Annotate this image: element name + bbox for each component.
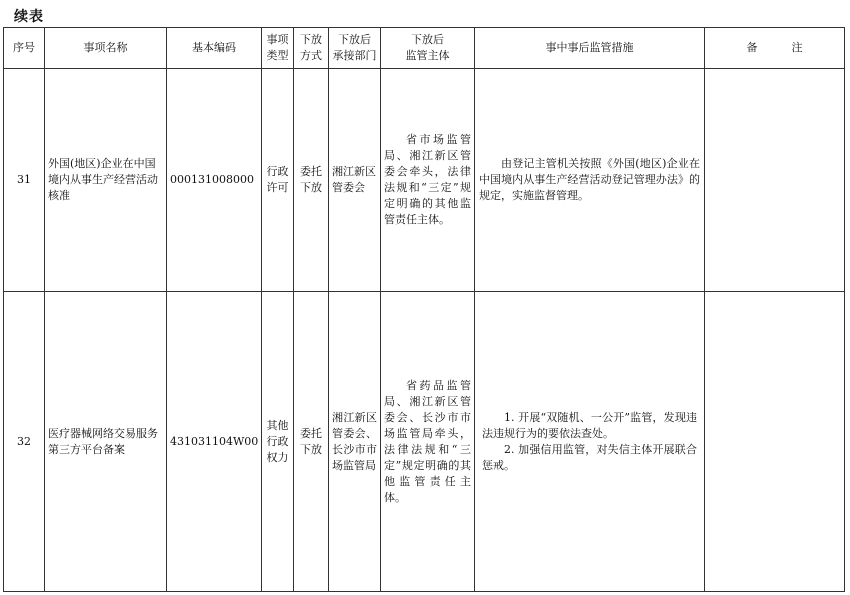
cell-name: 外国(地区)企业在中国境内从事生产经营活动核准 <box>45 69 167 292</box>
cell-subject: 省药品监管局、湘江新区管委会、长沙市市场监管局牵头，法律法规和“三定”规定明确的其他监管责任主体。 <box>381 292 475 592</box>
header-dept: 下放后 承接部门 <box>329 28 381 69</box>
header-name: 事项名称 <box>45 28 167 69</box>
cell-dept: 湘江新区管委会 <box>329 69 381 292</box>
cell-seq: 31 <box>4 69 45 292</box>
matters-table <box>3 27 845 592</box>
header-note: 备 注 <box>705 28 845 69</box>
header-subject: 下放后 监管主体 <box>381 28 475 69</box>
table-row <box>4 69 845 292</box>
cell-subject: 省市场监管局、湘江新区管委会牵头，法律法规和“三定”规定明确的其他监管责任主体。 <box>381 69 475 292</box>
cell-method: 委托 下放 <box>294 292 329 592</box>
header-method: 下放 方式 <box>294 28 329 69</box>
header-code: 基本编码 <box>167 28 262 69</box>
header-type: 事项 类型 <box>262 28 294 69</box>
cell-seq: 32 <box>4 292 45 592</box>
cell-code: 431031104W00 <box>167 292 262 592</box>
header-seq: 序号 <box>4 28 45 69</box>
table-header-row <box>4 28 845 69</box>
cell-method: 委托 下放 <box>294 69 329 292</box>
cell-type: 行政 许可 <box>262 69 294 292</box>
cell-measures <box>475 292 705 592</box>
page-heading: 续表 <box>14 9 44 25</box>
cell-dept: 湘江新区管委会、长沙市市场监管局 <box>329 292 381 592</box>
measure-item-2: 2. 加强信用监管，对失信主体开展联合惩戒。 <box>482 442 697 472</box>
cell-note <box>705 69 845 292</box>
cell-name: 医疗器械网络交易服务第三方平台备案 <box>45 292 167 592</box>
cell-measures: 由登记主管机关按照《外国(地区)企业在中国境内从事生产经营活动登记管理办法》的规定，实施监督管理。 <box>475 69 705 292</box>
cell-code: 000131008000 <box>167 69 262 292</box>
cell-note <box>705 292 845 592</box>
header-measures: 事中事后监管措施 <box>475 28 705 69</box>
cell-type: 其他 行政 权力 <box>262 292 294 592</box>
measure-item-1: 1. 开展“双随机、一公开”监管，发现违法违规行为的要依法查处。 <box>482 410 697 440</box>
table-row <box>4 292 845 592</box>
